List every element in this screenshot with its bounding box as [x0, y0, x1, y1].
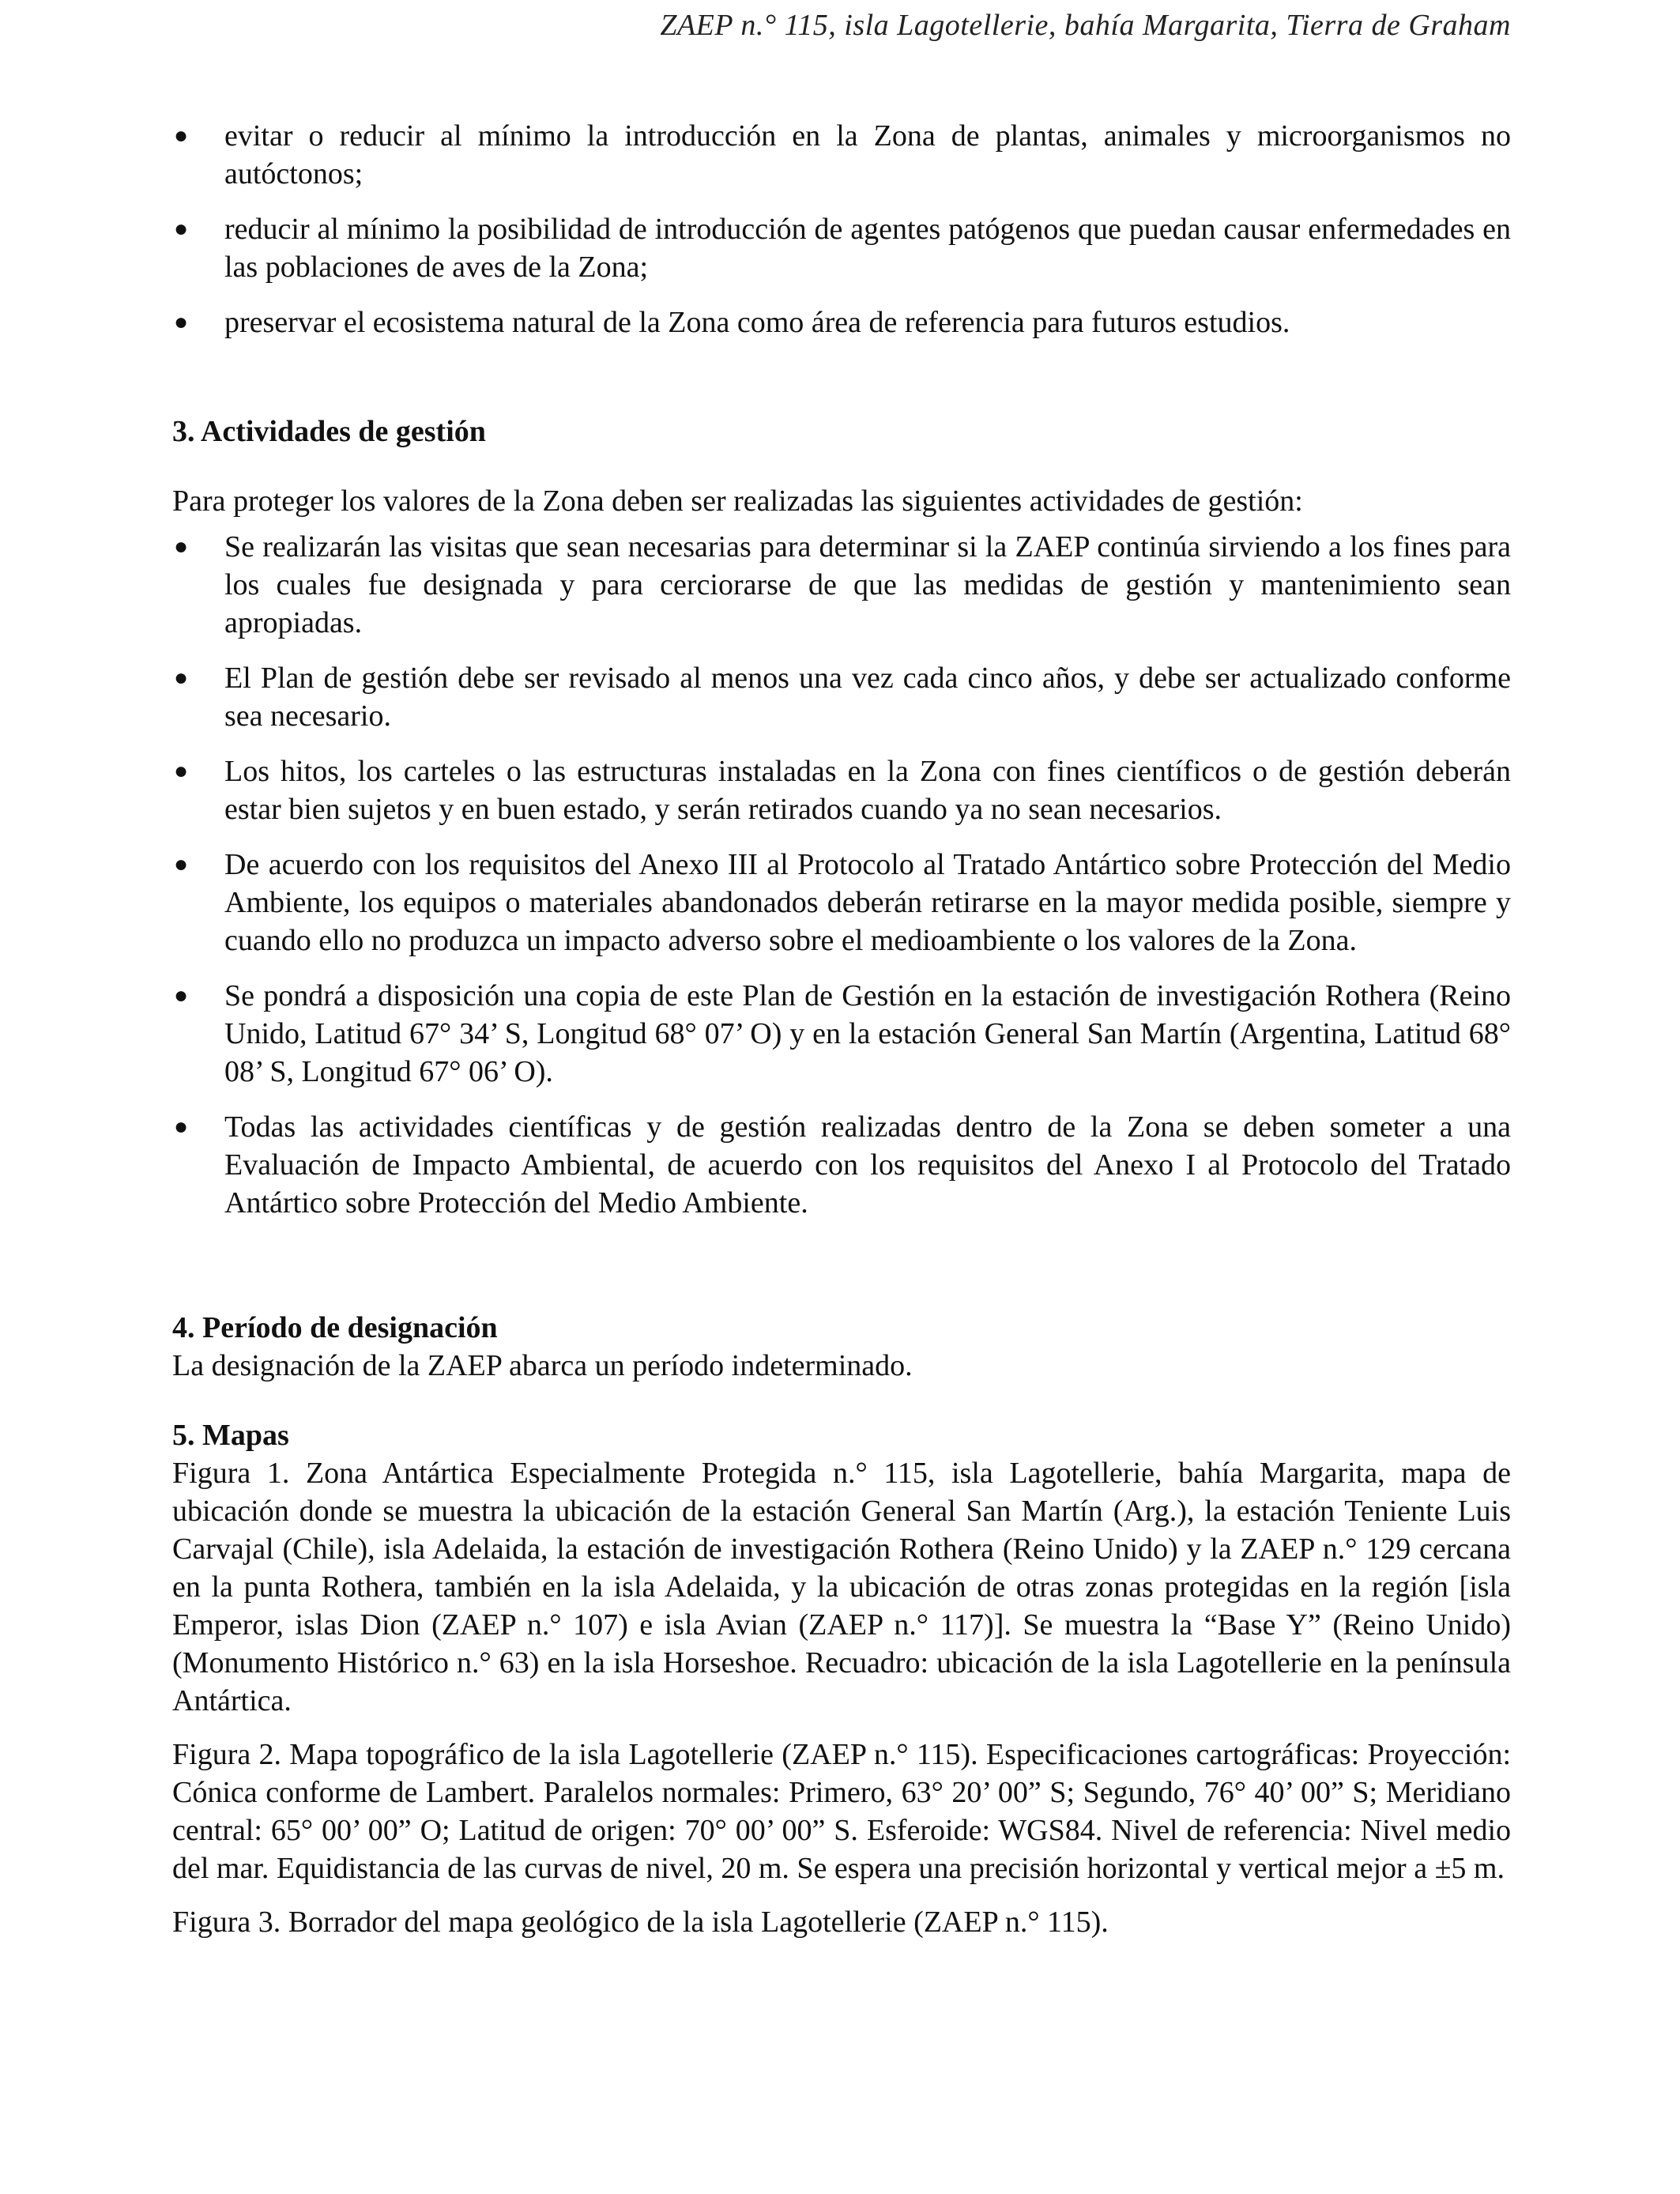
list-item-text: Todas las actividades científicas y de gestión realizadas dentro de la Zona se deben someter a una Evaluación de Impacto Ambiental, de acuerdo con los requisitos del Anexo I al Protocolo del Tratado Antártico sobre Protección del Medio Ambiente.	[224, 1110, 1511, 1220]
list-item-text: Los hitos, los carteles o las estructuras instaladas en la Zona con fines científicos o de gestión deberán estar bien sujetos y en buen estado, y serán retirados cuando ya no sean necesarios.	[224, 755, 1511, 826]
section-3-heading: 3. Actividades de gestión	[172, 415, 486, 448]
bullet-icon: ●	[173, 851, 189, 877]
bullet-icon: ●	[173, 309, 189, 335]
bullet-icon: ●	[173, 533, 189, 560]
list-item-text: preservar el ecosistema natural de la Zona como área de referencia para futuros estudios.	[224, 306, 1290, 339]
list-item-text: evitar o reducir al mínimo la introducción en la Zona de plantas, animales y microorganismos no autóctonos;	[224, 119, 1511, 190]
list-item-text: El Plan de gestión debe ser revisado al menos una vez cada cinco años, y debe ser actualizado conforme sea necesario.	[224, 662, 1511, 733]
list-item	[172, 659, 1511, 735]
list-item	[172, 846, 1511, 959]
list-item-text: Se realizarán las visitas que sean necesarias para determinar si la ZAEP continúa sirviendo a los fines para los cuales fue designada y para cerciorarse de que las medidas de gestión y mantenimiento sean apropiadas.	[224, 530, 1511, 639]
section-3-intro: Para proteger los valores de la Zona deben ser realizadas las siguientes actividades de gestión:	[172, 484, 1303, 518]
bullet-icon: ●	[173, 216, 189, 242]
list-item	[172, 210, 1511, 286]
management-activities-list	[172, 528, 1511, 1222]
list-item	[172, 303, 1511, 341]
bullet-icon: ●	[173, 758, 189, 784]
bullet-icon: ●	[173, 665, 189, 691]
list-item	[172, 752, 1511, 828]
list-item-text: Se pondrá a disposición una copia de este Plan de Gestión en la estación de investigación Rothera (Reino Unido, Latitud 67° 34’ S, Longitud 68° 07’ O) y en la estación General San Martín (Argentina, Latitud 68° 08’ S, Longitud 67° 06’ O).	[224, 979, 1511, 1088]
figure-3-caption: Figura 3. Borrador del mapa geológico de la isla Lagotellerie (ZAEP n.° 115).	[172, 1906, 1109, 1939]
bullet-icon: ●	[173, 1114, 189, 1140]
bullet-icon: ●	[173, 982, 189, 1008]
section-4-heading: 4. Período de designación	[172, 1311, 498, 1344]
figure-1-caption: Figura 1. Zona Antártica Especialmente Protegida n.° 115, isla Lagotellerie, bahía Margarita, mapa de ubicación donde se muestra la ubicación de la estación General San Martín (Arg.), la estación Teniente Luis Carvajal (Chile), isla Adelaida, la estación de investigación Rothera (Reino Unido) y la ZAEP n.° 129 cercana en la punta Rothera, también en la isla Adelaida, y la ubicación de otras zonas protegidas en la región [isla Emperor, islas Dion (ZAEP n.° 107) e isla Avian (ZAEP n.° 117)]. Se muestra la “Base Y” (Reino Unido) (Monumento Histórico n.° 63) en la isla Horseshoe. Recuadro: ubicación de la isla Lagotellerie en la península Antártica.	[172, 1457, 1511, 1717]
list-item	[172, 977, 1511, 1091]
list-item-text: De acuerdo con los requisitos del Anexo III al Protocolo al Tratado Antártico sobre Protección del Medio Ambiente, los equipos o materiales abandonados deberán retirarse en la mayor medida posible, siempre y cuando ello no produzca un impacto adverso sobre el medioambiente o los valores de la Zona.	[224, 848, 1511, 957]
figure-2-caption: Figura 2. Mapa topográfico de la isla Lagotellerie (ZAEP n.° 115). Especificaciones cartográficas: Proyección: Cónica conforme de Lambert. Paralelos normales: Primero, 63° 20’ 00” S; Segundo, 76° 40’ 00” S; Meridiano central: 65° 00’ 00” O; Latitud de origen: 70° 00’ 00” S. Esferoide: WGS84. Nivel de referencia: Nivel medio del mar. Equidistancia de las curvas de nivel, 20 m. Se espera una precisión horizontal y vertical mejor a ±5 m.	[172, 1738, 1511, 1885]
list-item	[172, 528, 1511, 642]
list-item	[172, 117, 1511, 193]
list-item-text: reducir al mínimo la posibilidad de introducción de agentes patógenos que puedan causar enfermedades en las poblaciones de aves de la Zona;	[224, 213, 1511, 284]
list-item	[172, 1108, 1511, 1222]
running-header: ZAEP n.° 115, isla Lagotellerie, bahía Margarita, Tierra de Graham	[660, 9, 1511, 42]
objectives-list	[172, 117, 1511, 341]
bullet-icon: ●	[173, 123, 189, 149]
section-4-text: La designación de la ZAEP abarca un período indeterminado.	[172, 1349, 913, 1382]
section-5-heading: 5. Mapas	[172, 1419, 289, 1452]
page-content	[172, 117, 1511, 1941]
